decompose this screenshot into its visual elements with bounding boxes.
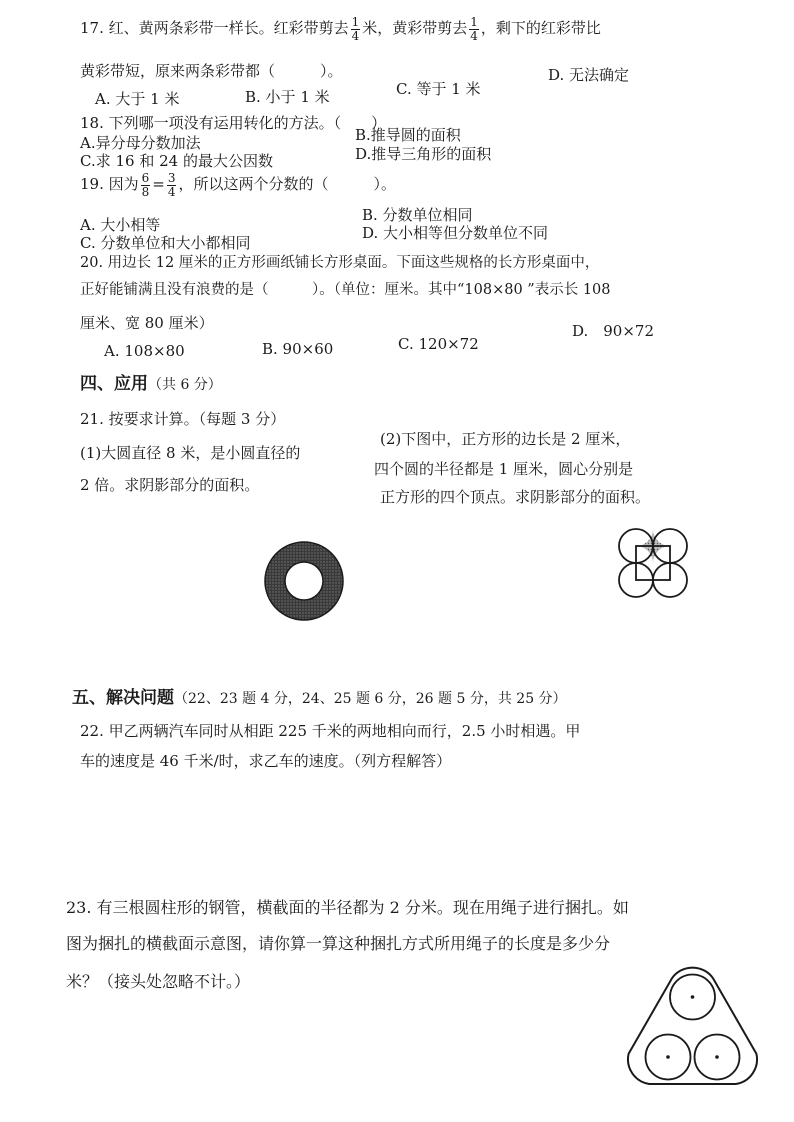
q18-option-d: D.推导三角形的面积: [355, 145, 492, 163]
q20-stem-line1: 20. 用边长 12 厘米的正方形画纸铺长方形桌面。下面这些规格的长方形桌面中，: [80, 255, 600, 271]
q19-option-d: D. 大小相等但分数单位不同: [362, 224, 549, 242]
fraction-one-quarter: $\frac{1}{4}$: [470, 15, 478, 43]
annulus-figure: [263, 540, 345, 622]
q17-stem-line1: 17. 红、黄两条彩带一样长。红彩带剪去 $\frac{1}{4}$ 米，黄彩带剪去 $\frac{1}{4}$ ，剩下的红彩带比: [80, 15, 601, 43]
fraction-three-quarters: $\frac{3}{4}$: [167, 171, 176, 199]
q21-part1-line2: 2 倍。求阴影部分的面积。: [80, 476, 260, 494]
q18-option-c: C.求 16 和 24 的最大公因数: [80, 152, 273, 170]
q19-option-a: A. 大小相等: [80, 216, 161, 234]
q22-line2: 车的速度是 46 千米/时，求乙车的速度。（列方程解答）: [80, 752, 452, 770]
q20-stem-line3: 厘米、宽 80 厘米）: [80, 314, 214, 332]
q21-stem: 21. 按要求计算。（每题 3 分）: [80, 410, 286, 428]
bundled-pipes-figure: [632, 964, 762, 1086]
q19-stem: 19. 因为 $\frac{6}{8}$ = $\frac{3}{4}$ ，所以这两个分数的（ ）。: [80, 171, 396, 199]
q20-stem-line2: 正好能铺满且没有浪费的是（ ）。（单位：厘米。其中“108×80 ”表示长 108: [80, 282, 611, 298]
q23-line2: 图为捆扎的横截面示意图，请你算一算这种捆扎方式所用绳子的长度是多少分: [66, 934, 611, 953]
pipe-top-center-dot: [691, 995, 695, 999]
q21-part2-line2: 四个圆的半径都是 1 厘米，圆心分别是: [374, 460, 634, 478]
q18-option-a: A.异分母分数加法: [80, 134, 201, 152]
q20-option-d: D. 90×72: [572, 322, 655, 340]
pipe-bottom-left-center-dot: [666, 1055, 670, 1059]
q20-option-b: B. 90×60: [262, 340, 334, 358]
fraction-one-quarter-meter: $\frac{1}{4}$: [351, 15, 360, 43]
q21-part1-line1: (1)大圆直径 8 米，是小圆直径的: [80, 444, 301, 462]
q18-option-b: B.推导圆的面积: [355, 126, 461, 144]
q21-part2-line3: 正方形的四个顶点。求阴影部分的面积。: [380, 488, 651, 506]
q17-option-a: A. 大于 1 米: [95, 90, 180, 108]
q22-line1: 22. 甲乙两辆汽车同时从相距 225 千米的两地相向而行，2.5 小时相遇。甲: [80, 722, 581, 740]
q20-option-c: C. 120×72: [398, 335, 479, 353]
q19-option-b: B. 分数单位相同: [362, 206, 473, 224]
q23-line1: 23. 有三根圆柱形的钢管，横截面的半径都为 2 分米。现在用绳子进行捆扎。如: [66, 898, 629, 917]
q17-option-b: B. 小于 1 米: [245, 88, 330, 106]
q18-stem: 18. 下列哪一项没有运用转化的方法。（ ）: [80, 114, 387, 132]
section-4-heading: 四、应用（共 6 分）: [80, 374, 222, 394]
q17-option-c: C. 等于 1 米: [396, 80, 481, 98]
pipe-bottom-right-center-dot: [715, 1055, 719, 1059]
q19-option-c: C. 分数单位和大小都相同: [80, 234, 251, 252]
fraction-six-eighths: $\frac{6}{8}$: [141, 171, 150, 199]
q23-line3: 米？（接头处忽略不计。）: [66, 972, 251, 991]
q21-part2-line1: (2)下图中，正方形的边长是 2 厘米，: [380, 430, 631, 448]
q20-option-a: A. 108×80: [104, 342, 185, 360]
q17-option-d: D. 无法确定: [548, 66, 630, 84]
square-four-circles-figure: [608, 518, 698, 608]
annulus-inner-circle: [285, 562, 323, 600]
section-5-heading: 五、解决问题（22、23 题 4 分，24、25 题 6 分，26 题 5 分，共 25 分）: [72, 688, 567, 708]
q17-stem-line2: 黄彩带短，原来两条彩带都（ ）。: [80, 62, 343, 80]
